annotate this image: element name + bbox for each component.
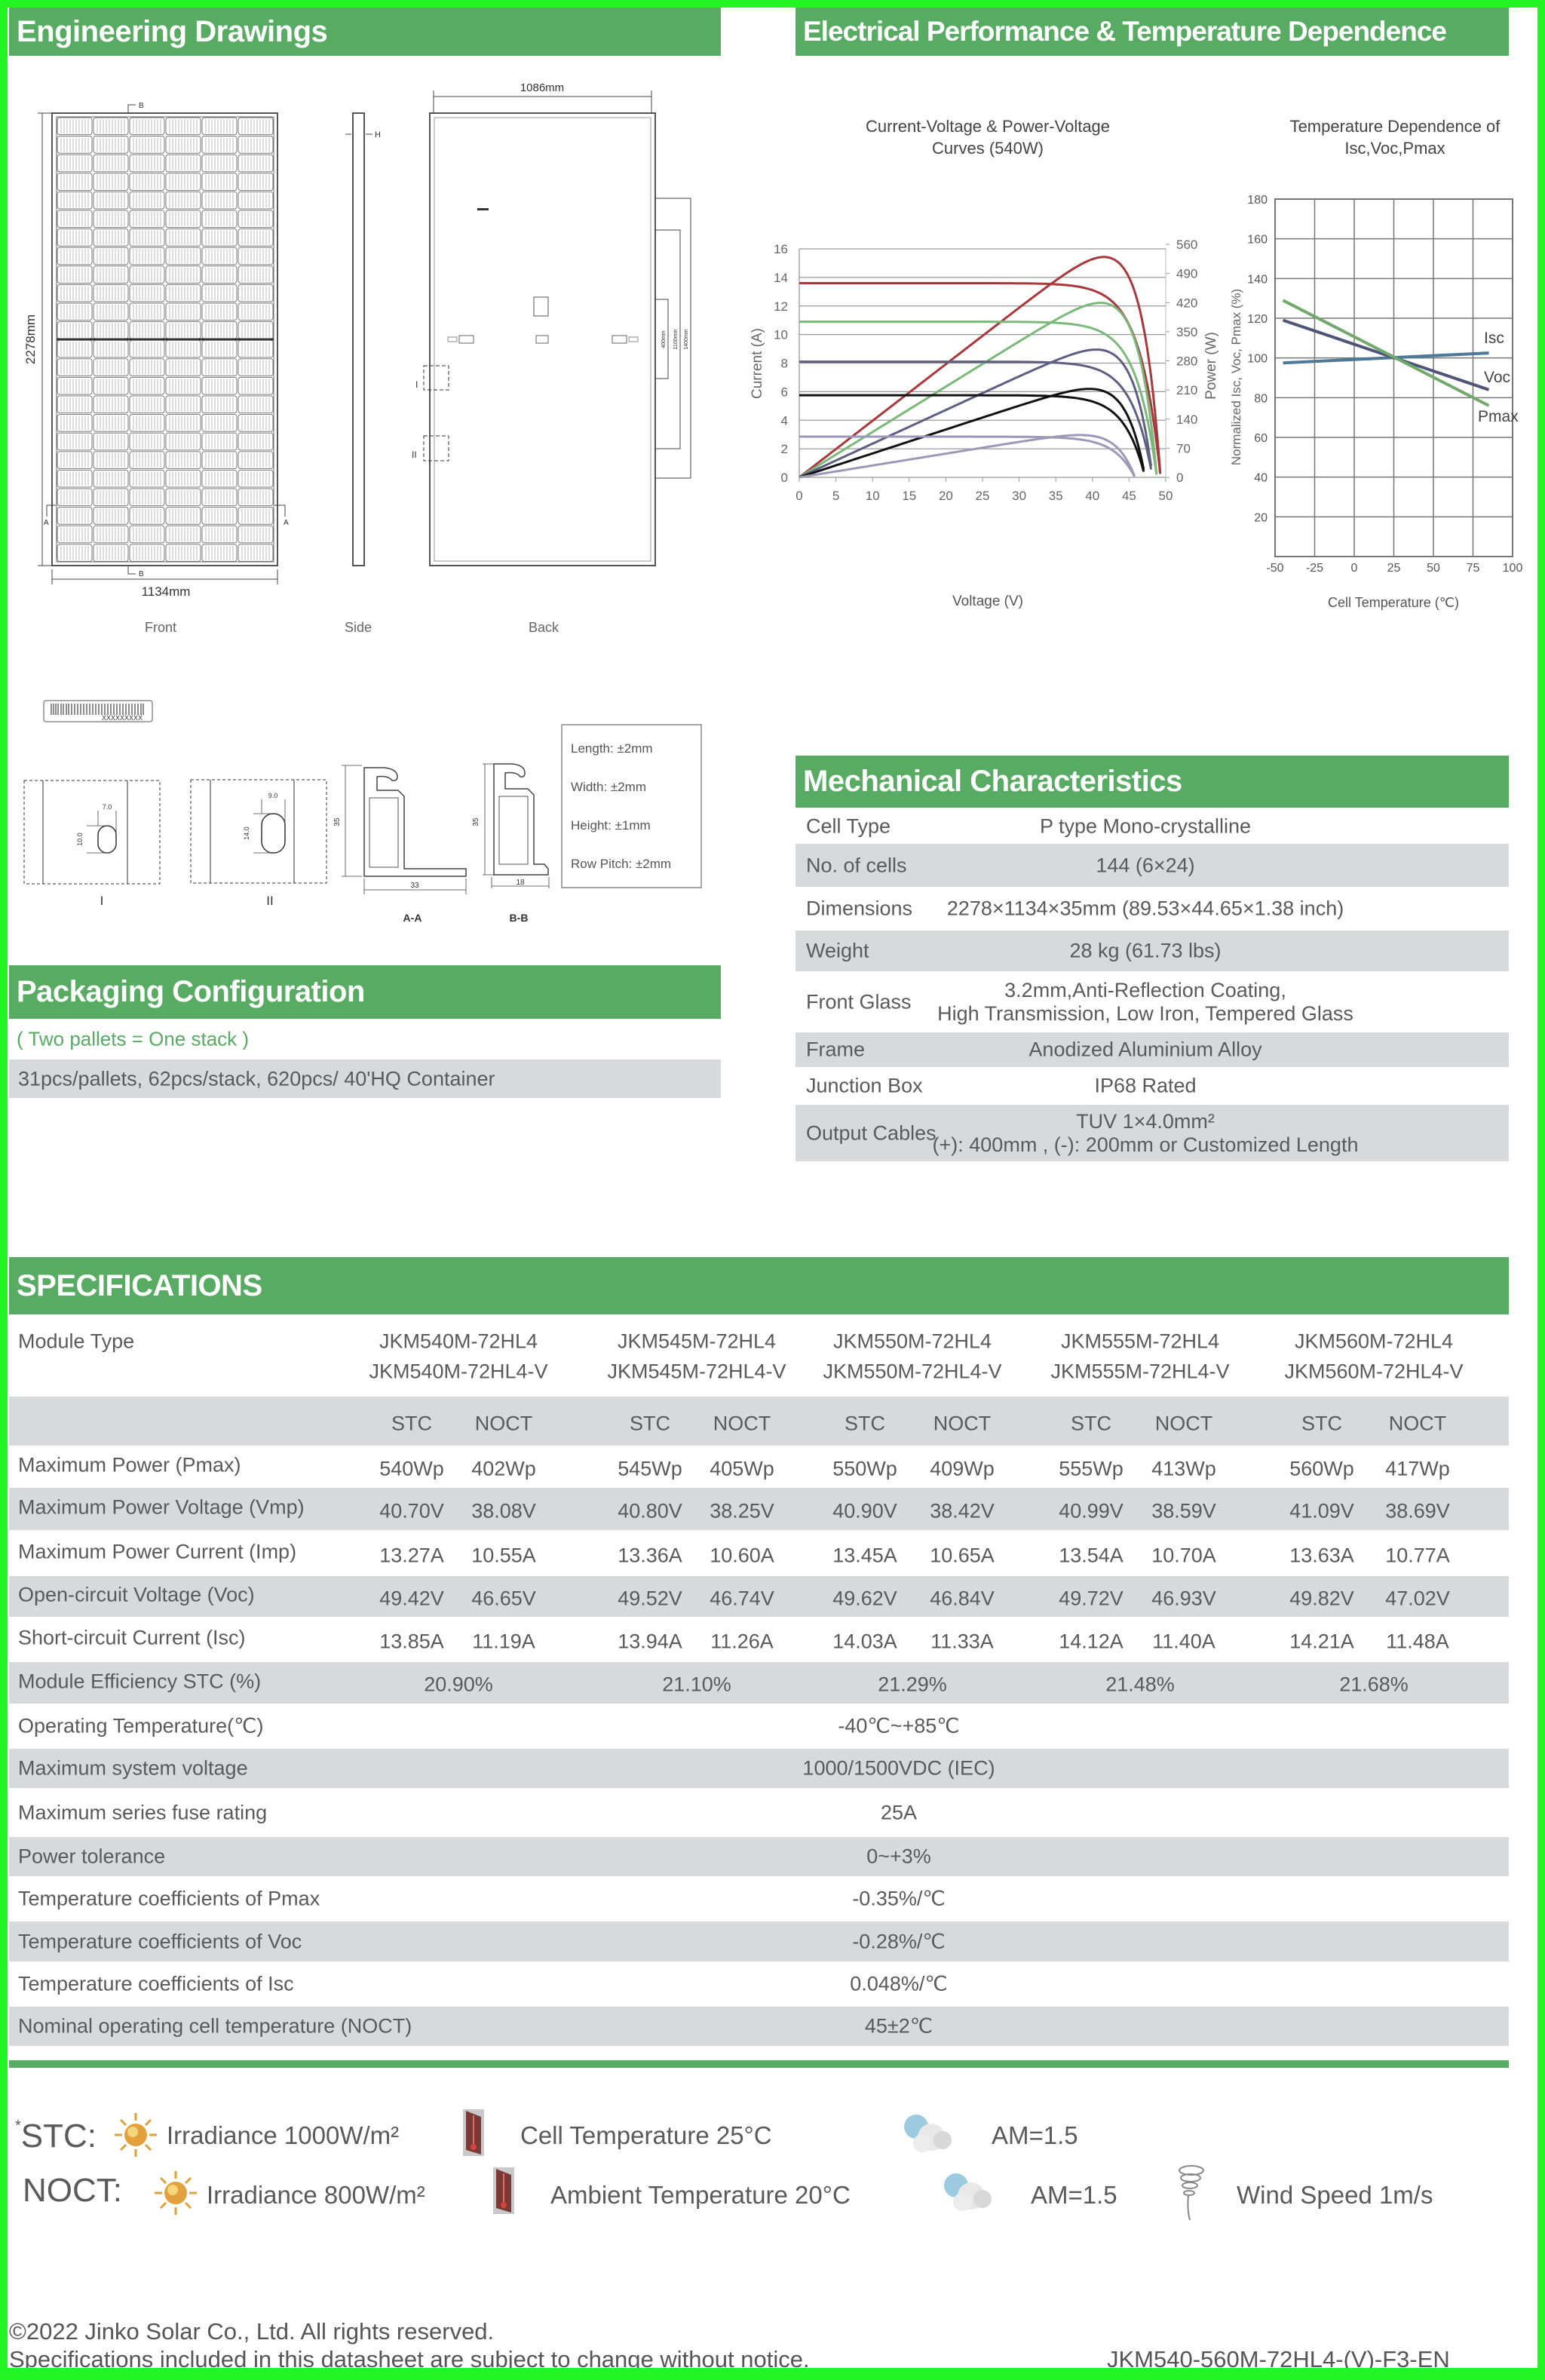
stc-value: 14.03A — [832, 1630, 897, 1653]
iv-y-tick-label: 16 — [774, 242, 788, 256]
spec-label: Power tolerance — [18, 1845, 166, 1868]
spec-value: -40℃~+85℃ — [838, 1714, 960, 1737]
sun-icon — [153, 2170, 198, 2216]
temp-y-tick-label: 120 — [1247, 313, 1268, 326]
mechanical-value — [937, 979, 1353, 1026]
noct-value: 46.93V — [1151, 1587, 1216, 1610]
dimension-1100: 1100mm — [673, 329, 679, 350]
noct-label: NOCT: — [23, 2172, 122, 2209]
noct-value: 11.48A — [1386, 1630, 1449, 1653]
mechanical-header: Mechanical Characteristics — [795, 756, 1509, 808]
stc-header: STC — [630, 1412, 670, 1435]
stc-value: 41.09V — [1289, 1499, 1354, 1523]
spec-value: 0~+3% — [866, 1845, 931, 1868]
stc-header: STC — [391, 1412, 432, 1435]
noct-ambient-temperature: Ambient Temperature 20°C — [550, 2181, 851, 2209]
section-aa-label: A-A — [403, 912, 422, 924]
temp-x-tick-label: 0 — [1350, 562, 1358, 575]
noct-value: 11.40A — [1152, 1630, 1215, 1653]
section-marker-b-top: B — [139, 102, 144, 110]
electrical-performance-header: Electrical Performance & Temperature Dependence — [795, 8, 1509, 56]
model-name-v: JKM550M-72HL4-V — [823, 1360, 1002, 1383]
mechanical-row — [795, 809, 1509, 844]
temp-x-tick-label: 25 — [1387, 562, 1401, 575]
stc-irradiance: Irradiance 1000W/m² — [167, 2121, 400, 2149]
mechanical-value-line-1: 3.2mm,Anti-Reflection Coating, — [1004, 978, 1286, 1001]
electrical-spec-row — [9, 1576, 1509, 1617]
temp-x-tick-label: -25 — [1305, 562, 1324, 575]
condition-header-row — [9, 1397, 1509, 1446]
back-width-dimension: 1086mm — [520, 81, 565, 94]
iv-y2-tick-label: 420 — [1176, 296, 1198, 311]
temp-y-tick-label: 80 — [1254, 392, 1268, 406]
iv-x-tick-label: 0 — [795, 489, 803, 503]
mechanical-row — [795, 1105, 1509, 1161]
spec-label: Open-circuit Voltage (Voc) — [18, 1583, 255, 1606]
iv-x-tick-label: 35 — [1048, 489, 1063, 503]
noct-value: 10.60A — [710, 1544, 774, 1566]
stc-cell-temperature: Cell Temperature 25°C — [520, 2121, 772, 2149]
spec-value: 25A — [880, 1801, 918, 1823]
noct-air-mass: AM=1.5 — [1031, 2181, 1117, 2209]
noct-value: 47.02V — [1385, 1587, 1450, 1610]
temp-title-line-1: Temperature Dependence of — [1289, 117, 1501, 136]
iv-y-tick-label: 0 — [780, 471, 788, 485]
spec-label: Maximum system voltage — [18, 1756, 248, 1780]
stc-value: 13.36A — [618, 1544, 682, 1566]
noct-value: 413Wp — [1151, 1457, 1216, 1480]
iv-title-line-1: Current-Voltage & Power-Voltage — [865, 117, 1111, 136]
efficiency-value: 21.68% — [1339, 1673, 1409, 1696]
mechanical-label: Dimensions — [806, 897, 913, 920]
iv-pv-curves-chart — [739, 106, 1267, 618]
noct-value: 46.65V — [471, 1587, 536, 1610]
iv-y-tick-label: 10 — [774, 327, 788, 342]
temp-series-label: Isc — [1484, 330, 1504, 347]
common-spec-row — [9, 1921, 1509, 1961]
mechanical-label: Output Cables — [806, 1121, 937, 1144]
svg-text:Height: ±1mm: Height: ±1mm — [571, 818, 651, 833]
common-spec-row — [9, 1749, 1509, 1788]
noct-value: 11.33A — [930, 1630, 994, 1653]
spec-label: Operating Temperature(℃) — [18, 1714, 264, 1737]
disclaimer: Specifications included in this datasheet are subject to change without notice. — [9, 2346, 810, 2372]
spec-label: Nominal operating cell temperature (NOCT) — [18, 2014, 412, 2038]
spec-label: Maximum series fuse rating — [18, 1801, 268, 1823]
svg-text:14.0: 14.0 — [243, 827, 250, 840]
electrical-spec-row — [9, 1488, 1509, 1530]
iv-x-tick-label: 30 — [1012, 489, 1027, 503]
detail-1-drawing — [24, 781, 160, 908]
noct-value: 10.77A — [1385, 1544, 1450, 1566]
mechanical-label: Frame — [806, 1038, 866, 1061]
temp-x-axis-label: Cell Temperature (℃) — [1328, 595, 1459, 610]
model-name-v: JKM540M-72HL4-V — [369, 1360, 548, 1383]
noct-value: 38.25V — [710, 1499, 774, 1523]
noct-value: 405Wp — [710, 1457, 774, 1480]
svg-text:Length: ±2mm: Length: ±2mm — [571, 741, 653, 756]
noct-value: 402Wp — [471, 1457, 536, 1480]
model-name-v: JKM555M-72HL4-V — [1050, 1360, 1230, 1383]
common-spec-row — [9, 2007, 1509, 2046]
spec-label: Temperature coefficients of Isc — [18, 1972, 294, 1995]
model-name: JKM545M-72HL4 — [617, 1330, 777, 1353]
front-height-dimension: 2278mm — [23, 314, 38, 365]
iv-y-tick-label: 4 — [780, 413, 788, 428]
iv-y-tick-label: 2 — [780, 442, 788, 457]
spec-value: -0.28%/℃ — [852, 1930, 946, 1952]
iv-y2-axis-label: Power (W) — [1203, 332, 1219, 400]
detail-1-marker — [424, 366, 449, 390]
common-spec-row — [9, 1837, 1509, 1876]
packaging-detail: 31pcs/pallets, 62pcs/stack, 620pcs/ 40'HQ Container — [18, 1067, 495, 1090]
iv-x-tick-label: 50 — [1158, 489, 1173, 503]
mechanical-row — [795, 971, 1509, 1032]
temp-y-tick-label: 20 — [1254, 511, 1268, 525]
specifications-header: SPECIFICATIONS — [9, 1257, 1509, 1314]
spec-label: Maximum Power Voltage (Vmp) — [18, 1495, 305, 1519]
noct-value: 11.26A — [710, 1630, 774, 1653]
temp-y-tick-label: 40 — [1254, 471, 1268, 485]
packaging-note: ( Two pallets = One stack ) — [17, 1027, 250, 1050]
stc-label-text: STC: — [20, 2118, 97, 2155]
cloud-icon — [941, 2170, 994, 2216]
noct-value: 38.42V — [930, 1499, 995, 1523]
iv-current-curve — [799, 283, 1160, 474]
front-width-dimension: 1134mm — [141, 584, 191, 599]
document-code: JKM540-560M-72HL4-(V)-F3-EN — [1107, 2346, 1450, 2372]
stc-value: 13.27A — [379, 1544, 444, 1566]
barcode-label — [44, 701, 152, 722]
iv-y2-tick-label: 280 — [1176, 354, 1198, 369]
iv-y-tick-label: 12 — [774, 299, 788, 314]
stc-value: 555Wp — [1059, 1457, 1123, 1480]
detail-1-label: I — [100, 894, 104, 908]
stc-value: 540Wp — [379, 1457, 444, 1480]
spec-value: 0.048%/℃ — [850, 1972, 948, 1995]
noct-value: 10.55A — [471, 1544, 536, 1566]
temperature-dependence-chart — [1206, 106, 1538, 618]
efficiency-value: 21.29% — [878, 1673, 947, 1696]
temp-title-line-2: Isc,Voc,Pmax — [1344, 139, 1445, 158]
mechanical-row — [795, 1067, 1509, 1105]
specifications-bottom-rule — [9, 2060, 1509, 2068]
iv-x-tick-label: 5 — [832, 489, 840, 503]
noct-value: 417Wp — [1385, 1457, 1450, 1480]
noct-value: 46.84V — [930, 1587, 995, 1610]
stc-air-mass: AM=1.5 — [992, 2121, 1078, 2149]
spec-label: Temperature coefficients of Pmax — [18, 1887, 320, 1910]
temp-series-label: Voc — [1484, 369, 1511, 386]
stc-value: 13.85A — [379, 1630, 444, 1653]
iv-title-line-2: Curves (540W) — [932, 139, 1044, 158]
spec-label: Short-circuit Current (Isc) — [18, 1626, 246, 1649]
noct-wind-speed: Wind Speed 1m/s — [1237, 2181, 1433, 2209]
mechanical-row — [795, 1032, 1509, 1067]
mechanical-label: No. of cells — [806, 854, 907, 876]
noct-header: NOCT — [474, 1412, 533, 1435]
spec-value: 45±2℃ — [864, 2014, 933, 2038]
temp-x-tick-label: -50 — [1266, 562, 1284, 575]
common-spec-row — [9, 1876, 1509, 1921]
front-view-drawing — [23, 102, 289, 599]
mechanical-label: Junction Box — [806, 1074, 923, 1097]
temp-chart-title — [1290, 117, 1501, 158]
height-marker: H — [375, 130, 381, 140]
noct-header: NOCT — [713, 1412, 771, 1435]
model-name: JKM560M-72HL4 — [1294, 1330, 1454, 1353]
svg-text:Row Pitch: ±2mm: Row Pitch: ±2mm — [571, 857, 672, 871]
stc-value: 49.52V — [618, 1587, 682, 1610]
mechanical-value: IP68 Rated — [1094, 1074, 1197, 1097]
stc-value: 40.80V — [618, 1499, 682, 1523]
stc-value: 545Wp — [618, 1457, 682, 1480]
electrical-spec-row — [9, 1617, 1509, 1662]
common-spec-row — [9, 1961, 1509, 2007]
iv-x-tick-label: 10 — [865, 489, 880, 503]
noct-value: 409Wp — [930, 1457, 995, 1480]
dimension-1400: 1400mm — [684, 329, 689, 350]
stc-value: 40.70V — [379, 1499, 444, 1523]
packaging-detail-row — [9, 1060, 721, 1098]
efficiency-value: 20.90% — [424, 1673, 493, 1696]
iv-y-tick-label: 8 — [780, 356, 788, 371]
mechanical-value — [933, 1110, 1359, 1157]
stc-header: STC — [1071, 1412, 1111, 1435]
iv-x-tick-label: 20 — [938, 489, 953, 503]
section-bb-profile — [472, 764, 549, 924]
iv-y-axis-label: Current (A) — [750, 328, 765, 399]
noct-header: NOCT — [933, 1412, 992, 1435]
mechanical-value-line-1: TUV 1×4.0mm² — [1076, 1109, 1215, 1133]
stc-value: 14.21A — [1289, 1630, 1354, 1653]
noct-value: 10.65A — [930, 1544, 995, 1566]
section-marker-a-right: A — [284, 519, 289, 527]
model-name: JKM550M-72HL4 — [832, 1330, 992, 1353]
stc-value: 13.45A — [832, 1544, 897, 1566]
spec-value: -0.35%/℃ — [852, 1887, 946, 1910]
temp-y-axis-label: Normalized Isc, Voc, Pmax (%) — [1229, 288, 1243, 466]
temp-x-tick-label: 100 — [1502, 562, 1523, 575]
stc-value: 560Wp — [1289, 1457, 1354, 1480]
svg-text:33: 33 — [410, 882, 419, 890]
iv-chart-title — [866, 117, 1110, 158]
temp-y-tick-label: 60 — [1254, 432, 1268, 445]
svg-text:18: 18 — [516, 879, 525, 887]
svg-text:35: 35 — [472, 817, 480, 827]
section-bb-label: B-B — [509, 912, 529, 924]
iv-y2-tick-label: 0 — [1176, 471, 1184, 485]
stc-value: 49.42V — [379, 1587, 444, 1610]
noct-value: 38.69V — [1385, 1499, 1450, 1523]
svg-text:9.0: 9.0 — [268, 792, 278, 799]
svg-text:Width: ±2mm: Width: ±2mm — [571, 780, 647, 794]
stc-header: STC — [845, 1412, 885, 1435]
svg-text:7.0: 7.0 — [102, 803, 112, 811]
mechanical-label: Weight — [806, 939, 869, 962]
iv-x-axis-label: Voltage (V) — [952, 593, 1023, 609]
iv-x-tick-label: 45 — [1121, 489, 1136, 503]
stc-value: 40.90V — [832, 1499, 897, 1523]
mechanical-value: P type Mono-crystalline — [1039, 814, 1252, 838]
mechanical-value-line-2: (+): 400mm , (-): 200mm or Customized Length — [932, 1133, 1359, 1156]
side-label: Side — [344, 620, 372, 635]
side-view-drawing — [345, 113, 381, 566]
stc-label — [15, 2118, 97, 2155]
detail-2-label: II — [266, 894, 274, 908]
mechanical-row — [795, 844, 1509, 887]
spec-value: 1000/1500VDC (IEC) — [802, 1756, 995, 1780]
detail-2-marker — [424, 436, 449, 461]
dimension-400: 400mm — [661, 330, 667, 348]
module-type-label: Module Type — [18, 1330, 135, 1353]
tolerance-box — [562, 725, 701, 888]
mechanical-value: Anodized Aluminium Alloy — [1028, 1038, 1262, 1061]
noct-value: 38.08V — [471, 1499, 536, 1523]
iv-x-tick-label: 25 — [975, 489, 990, 503]
mechanical-label: Cell Type — [806, 814, 891, 838]
stc-value: 49.82V — [1289, 1587, 1354, 1610]
mechanical-row — [795, 931, 1509, 971]
model-name-v: JKM560M-72HL4-V — [1284, 1360, 1464, 1383]
svg-text:35: 35 — [333, 817, 342, 827]
noct-header: NOCT — [1388, 1412, 1447, 1435]
noct-value: 11.19A — [472, 1630, 535, 1653]
spec-label: Maximum Power Current (Imp) — [18, 1540, 297, 1563]
tornado-icon — [1176, 2163, 1206, 2223]
back-view-drawing — [412, 81, 691, 566]
iv-y2-tick-label: 140 — [1176, 412, 1198, 427]
iv-y2-tick-label: 70 — [1176, 441, 1191, 456]
stc-header: STC — [1301, 1412, 1342, 1435]
model-name: JKM555M-72HL4 — [1060, 1330, 1220, 1353]
packaging-header: Packaging Configuration — [9, 965, 721, 1019]
svg-text:II: II — [412, 449, 417, 460]
electrical-spec-row — [9, 1530, 1509, 1576]
stc-value: 49.72V — [1059, 1587, 1123, 1610]
temp-series-label: Pmax — [1478, 408, 1519, 425]
iv-y2-tick-label: 490 — [1176, 266, 1198, 281]
noct-header: NOCT — [1154, 1412, 1213, 1435]
front-label: Front — [144, 620, 177, 635]
copyright: ©2022 Jinko Solar Co., Ltd. All rights reserved. — [9, 2318, 495, 2345]
efficiency-value: 21.48% — [1105, 1673, 1175, 1696]
iv-y2-tick-label: 560 — [1176, 238, 1198, 252]
stc-value: 40.99V — [1059, 1499, 1123, 1523]
stc-value: 13.54A — [1059, 1544, 1123, 1566]
module-type-row — [9, 1314, 1509, 1397]
back-label: Back — [528, 620, 559, 635]
iv-current-curve — [799, 437, 1135, 477]
mechanical-value: 2278×1134×35mm (89.53×44.65×1.38 inch) — [946, 897, 1344, 920]
efficiency-value: 21.10% — [662, 1673, 731, 1696]
section-marker-b-bottom: B — [139, 570, 144, 578]
common-spec-row — [9, 1704, 1509, 1749]
iv-x-tick-label: 15 — [902, 489, 917, 503]
spec-label: Maximum Power (Pmax) — [18, 1453, 241, 1477]
thermometer-icon — [492, 2166, 516, 2216]
stc-value: 49.62V — [832, 1587, 897, 1610]
section-aa-profile — [333, 765, 466, 924]
iv-y-tick-label: 14 — [774, 270, 788, 285]
mechanical-row — [795, 887, 1509, 931]
cloud-icon — [901, 2112, 954, 2157]
model-name: JKM540M-72HL4 — [379, 1330, 538, 1353]
noct-irradiance: Irradiance 800W/m² — [207, 2181, 425, 2209]
detail-2-drawing — [191, 780, 326, 908]
spec-label: Temperature coefficients of Voc — [18, 1930, 302, 1952]
model-name-v: JKM545M-72HL4-V — [607, 1360, 786, 1383]
module-efficiency-row — [9, 1662, 1509, 1704]
temp-y-tick-label: 180 — [1247, 194, 1268, 207]
iv-power-curve — [799, 435, 1135, 477]
junction-box — [534, 297, 548, 316]
mechanical-value-line-2: High Transmission, Low Iron, Tempered Glass — [937, 1001, 1353, 1025]
noct-value: 46.74V — [710, 1587, 774, 1610]
temp-x-tick-label: 50 — [1427, 562, 1440, 575]
mechanical-label: Front Glass — [806, 990, 912, 1013]
section-marker-a-left: A — [44, 519, 49, 527]
svg-text:I: I — [415, 379, 418, 390]
iv-x-tick-label: 40 — [1085, 489, 1100, 503]
temp-y-tick-label: 160 — [1247, 233, 1268, 247]
engineering-drawings — [0, 0, 724, 950]
noct-value: 38.59V — [1151, 1499, 1216, 1523]
stc-value: 13.63A — [1289, 1544, 1354, 1566]
temp-y-tick-label: 140 — [1247, 273, 1268, 287]
stc-value: 14.12A — [1059, 1630, 1123, 1653]
thermometer-icon — [461, 2108, 486, 2158]
spec-label: Module Efficiency STC (%) — [18, 1670, 262, 1693]
engineering-drawings-header: Engineering Drawings — [9, 8, 721, 56]
common-spec-row — [9, 1788, 1509, 1837]
sun-icon — [113, 2112, 158, 2158]
svg-text:XXXXXXXXX: XXXXXXXXX — [101, 714, 143, 722]
svg-text:10.0: 10.0 — [76, 833, 84, 846]
mechanical-value: 144 (6×24) — [1096, 854, 1195, 876]
temp-x-tick-label: 75 — [1466, 562, 1480, 575]
iv-y2-tick-label: 210 — [1176, 383, 1198, 398]
stc-value: 550Wp — [832, 1457, 897, 1480]
stc-value: 13.94A — [618, 1630, 682, 1653]
temp-y-tick-label: 100 — [1247, 352, 1268, 366]
stc-asterisk: * — [15, 2118, 21, 2134]
noct-value: 10.70A — [1151, 1544, 1216, 1566]
iv-y-tick-label: 6 — [780, 385, 788, 400]
iv-y2-tick-label: 350 — [1176, 324, 1198, 339]
mechanical-value: 28 kg (61.73 lbs) — [1069, 939, 1222, 962]
electrical-spec-row — [9, 1446, 1509, 1488]
